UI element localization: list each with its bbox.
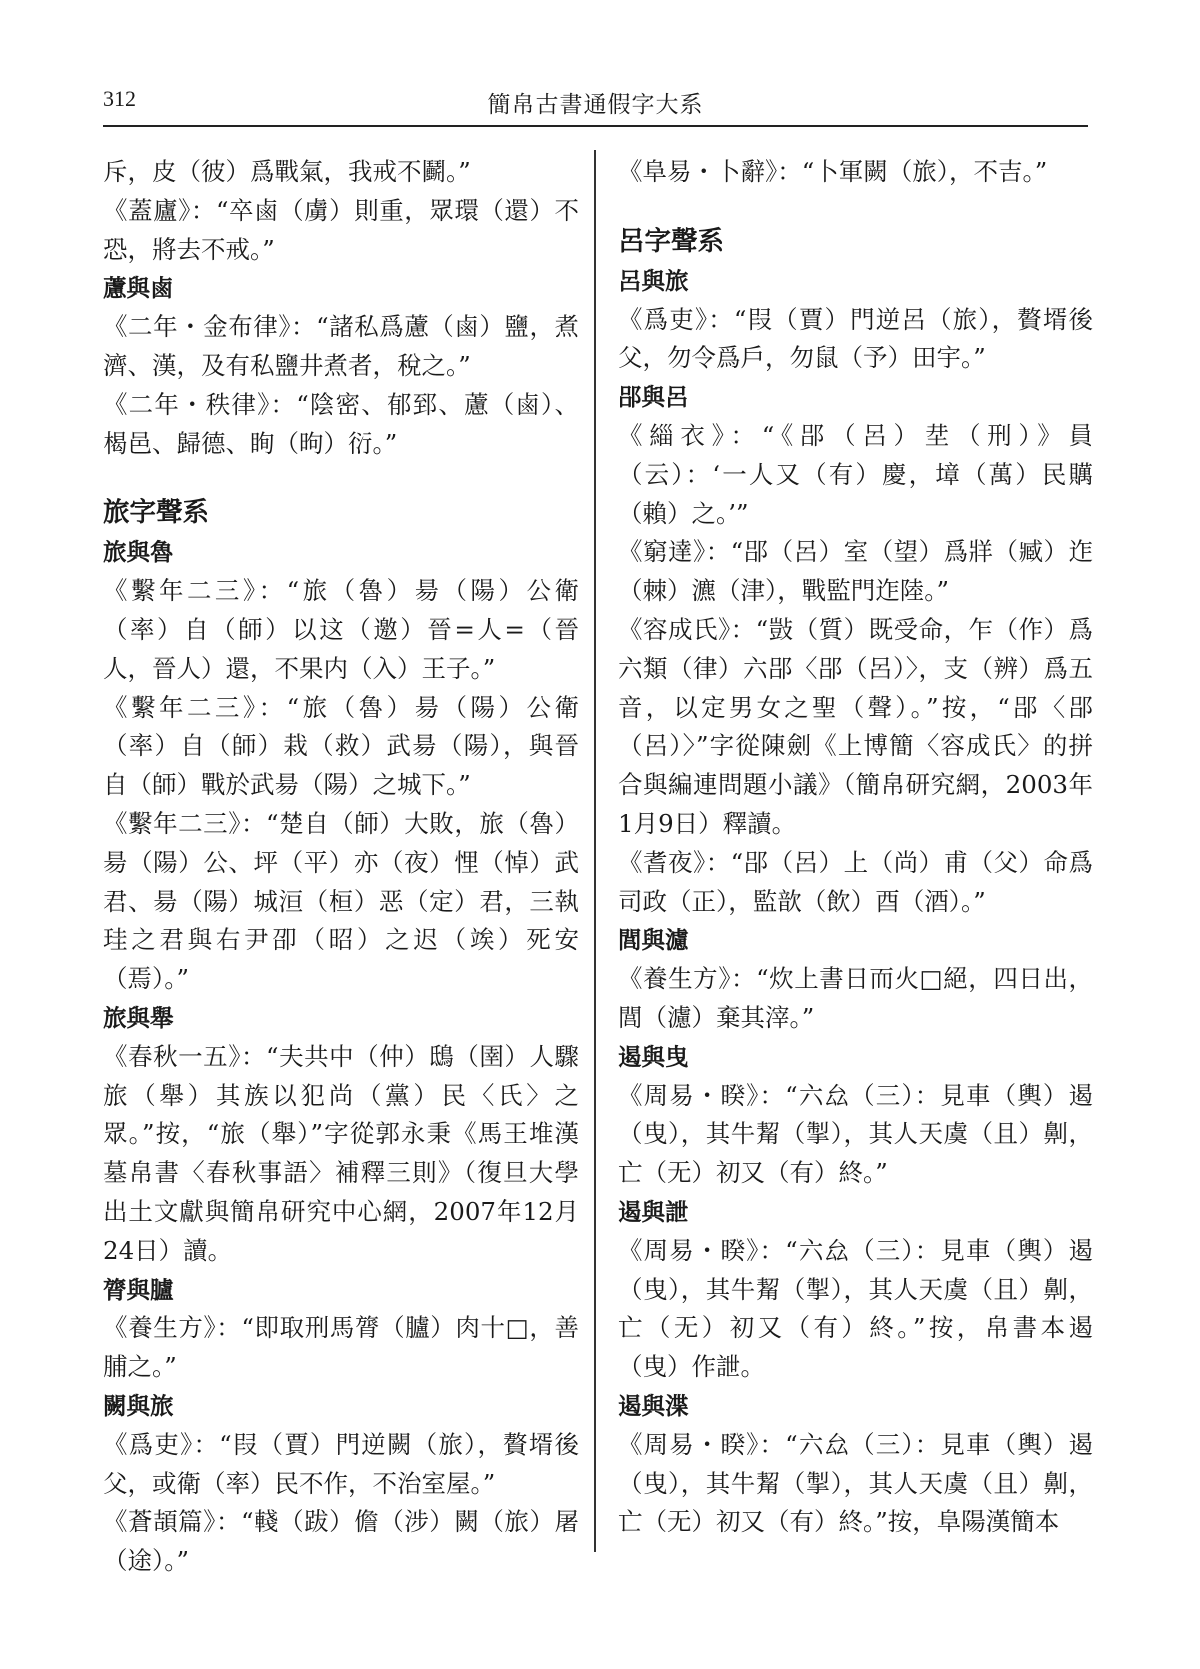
entry-heading: 遏與曳: [618, 1042, 689, 1071]
citation-paragraph: 《二年・金布律》：“諸私爲藘（鹵）鹽，煮濟、漢，及有私鹽井煮者，稅之。”: [103, 312, 579, 380]
page-header: [103, 86, 1088, 126]
running-title: 簡帛古書通假字大系: [487, 92, 704, 118]
citation-paragraph: 《蒼頡篇》：“輚（跋）儋（涉）闕（旅）屠（途）。”: [103, 1507, 579, 1576]
citation-paragraph: 《蓋廬》：“卒鹵（虜）則重，眾環（還）不恐，將去不戒。”: [103, 195, 579, 264]
citation-paragraph: 《緇衣》：“《郘（呂）坓（刑）》員（云）：‘一人又（有）慶，墇（萬）民贎（賴）之。’”: [618, 420, 1093, 528]
citation-paragraph: 《繫年二三》：“旅（魯）昜（陽）公衛（率）自（師）以这（邀）晉=人=（晉人，晉人）還，不果内（入）王子。”: [103, 576, 579, 683]
citation-paragraph: 《養生方》：“即取刑馬膂（臚）肉十□，善脯之。”: [103, 1313, 579, 1382]
citation-paragraph: 《養生方》：“炊上書日而火□絕，四日出，閭（濾）棄其滓。”: [618, 964, 1093, 1032]
entry-heading: 旅與舉: [103, 1003, 174, 1032]
right-column: [618, 153, 1093, 1542]
citation-paragraph: 《容成氏》：“敱（質）既受命，乍（作）爲六類（律）六郘〈郘（呂）〉，支（辨）爲五音，以定男女之聖（聲）。”按，“郘〈郘（呂）〉”字從陳劍《上博簡〈容成氏〉的拼合與編連問題小議》（簡帛研究網，2003年1月9日）釋讀。: [618, 614, 1093, 838]
entry-heading: 遏與詍: [618, 1197, 689, 1226]
entry-heading: 呂與旅: [618, 266, 689, 295]
section-heading: 旅字聲系: [103, 497, 209, 529]
left-column: [103, 153, 579, 1581]
citation-paragraph: 《春秋一五》：“夫共中（仲）鴟（圉）人驟旅（舉）其族以犯尚（黨）民〈氏〉之眾。”按，“旅（舉）”字從郭永秉《馬王堆漢墓帛書〈春秋事語〉補釋三則》（復旦大學出土文獻與簡帛研究中心網，2007年12月24日）讀。: [103, 1041, 579, 1265]
citation-paragraph: 《周易・睽》：“六厽（三）：見車（輿）遏（曳），其牛觢（掣），其人天虞（且）劓，亡（无）初又（有）終。”按，帛書本遏（曳）作詍。: [618, 1235, 1093, 1382]
citation-paragraph: 斥，皮（彼）爲戰氣，我戒不鬬。”: [103, 157, 471, 186]
entry-heading: 藘與鹵: [103, 274, 174, 303]
citation-paragraph: 《周易・睽》：“六厽（三）：見車（輿）遏（曳），其牛觢（掣），其人天虞（且）劓，亡（无）初又（有）終。”按，阜陽漢簡本: [618, 1429, 1093, 1537]
citation-paragraph: 《周易・睽》：“六厽（三）：見車（輿）遏（曳），其牛觢（掣），其人天虞（且）劓，亡（无）初又（有）終。”: [618, 1080, 1093, 1188]
entry-heading: 闕與旅: [103, 1391, 174, 1420]
entry-heading: 郘與呂: [618, 383, 689, 412]
citation-paragraph: 《爲吏》：“叚（賈）門逆闕（旅），贅壻後父，或衛（率）民不作，不治室屋。”: [103, 1429, 579, 1498]
citation-paragraph: 《二年・秩律》：“陰密、郁郅、藘（鹵）、楬邑、歸德、眴（昫）衍。”: [103, 389, 579, 458]
citation-paragraph: 《阜易・卜辭》：“卜軍闕（旅），不吉。”: [618, 157, 1048, 186]
page-number: 312: [103, 86, 136, 111]
citation-paragraph: 《繫年二三》：“楚自（師）大敗，旅（魯）昜（陽）公、坪（平）亦（夜）悝（悼）武君、昜（陽）城洹（桓）恶（定）君，三執珪之君與右尹卲（昭）之迟（竢）死安（焉）。”: [103, 808, 579, 994]
citation-paragraph: 《耆夜》：“郘（呂）上（尚）甫（父）命爲司政（正），監歆（飲）酉（酒）。”: [618, 847, 1093, 916]
entry-heading: 旅與魯: [103, 538, 174, 567]
citation-paragraph: 《繫年二三》：“旅（魯）昜（陽）公衛（率）自（師）栽（救）武昜（陽），與晉自（師）戰於武昜（陽）之城下。”: [103, 692, 579, 800]
entry-heading: 膂與臚: [103, 1275, 174, 1304]
citation-paragraph: 《窮達》：“郘（呂）室（望）爲牂（臧）迮（棘）瀌（津），戰監門迮陸。”: [618, 537, 1093, 606]
header-rule: [103, 125, 1088, 127]
entry-heading: 閭與濾: [618, 926, 689, 955]
entry-heading: 遏與渫: [618, 1391, 689, 1420]
citation-paragraph: 《爲吏》：“叚（賈）門逆呂（旅），贅壻後父，勿令爲戶，勿鼠（予）田宇。”: [618, 304, 1093, 373]
column-divider: [594, 150, 596, 1552]
section-heading: 呂字聲系: [618, 225, 724, 257]
